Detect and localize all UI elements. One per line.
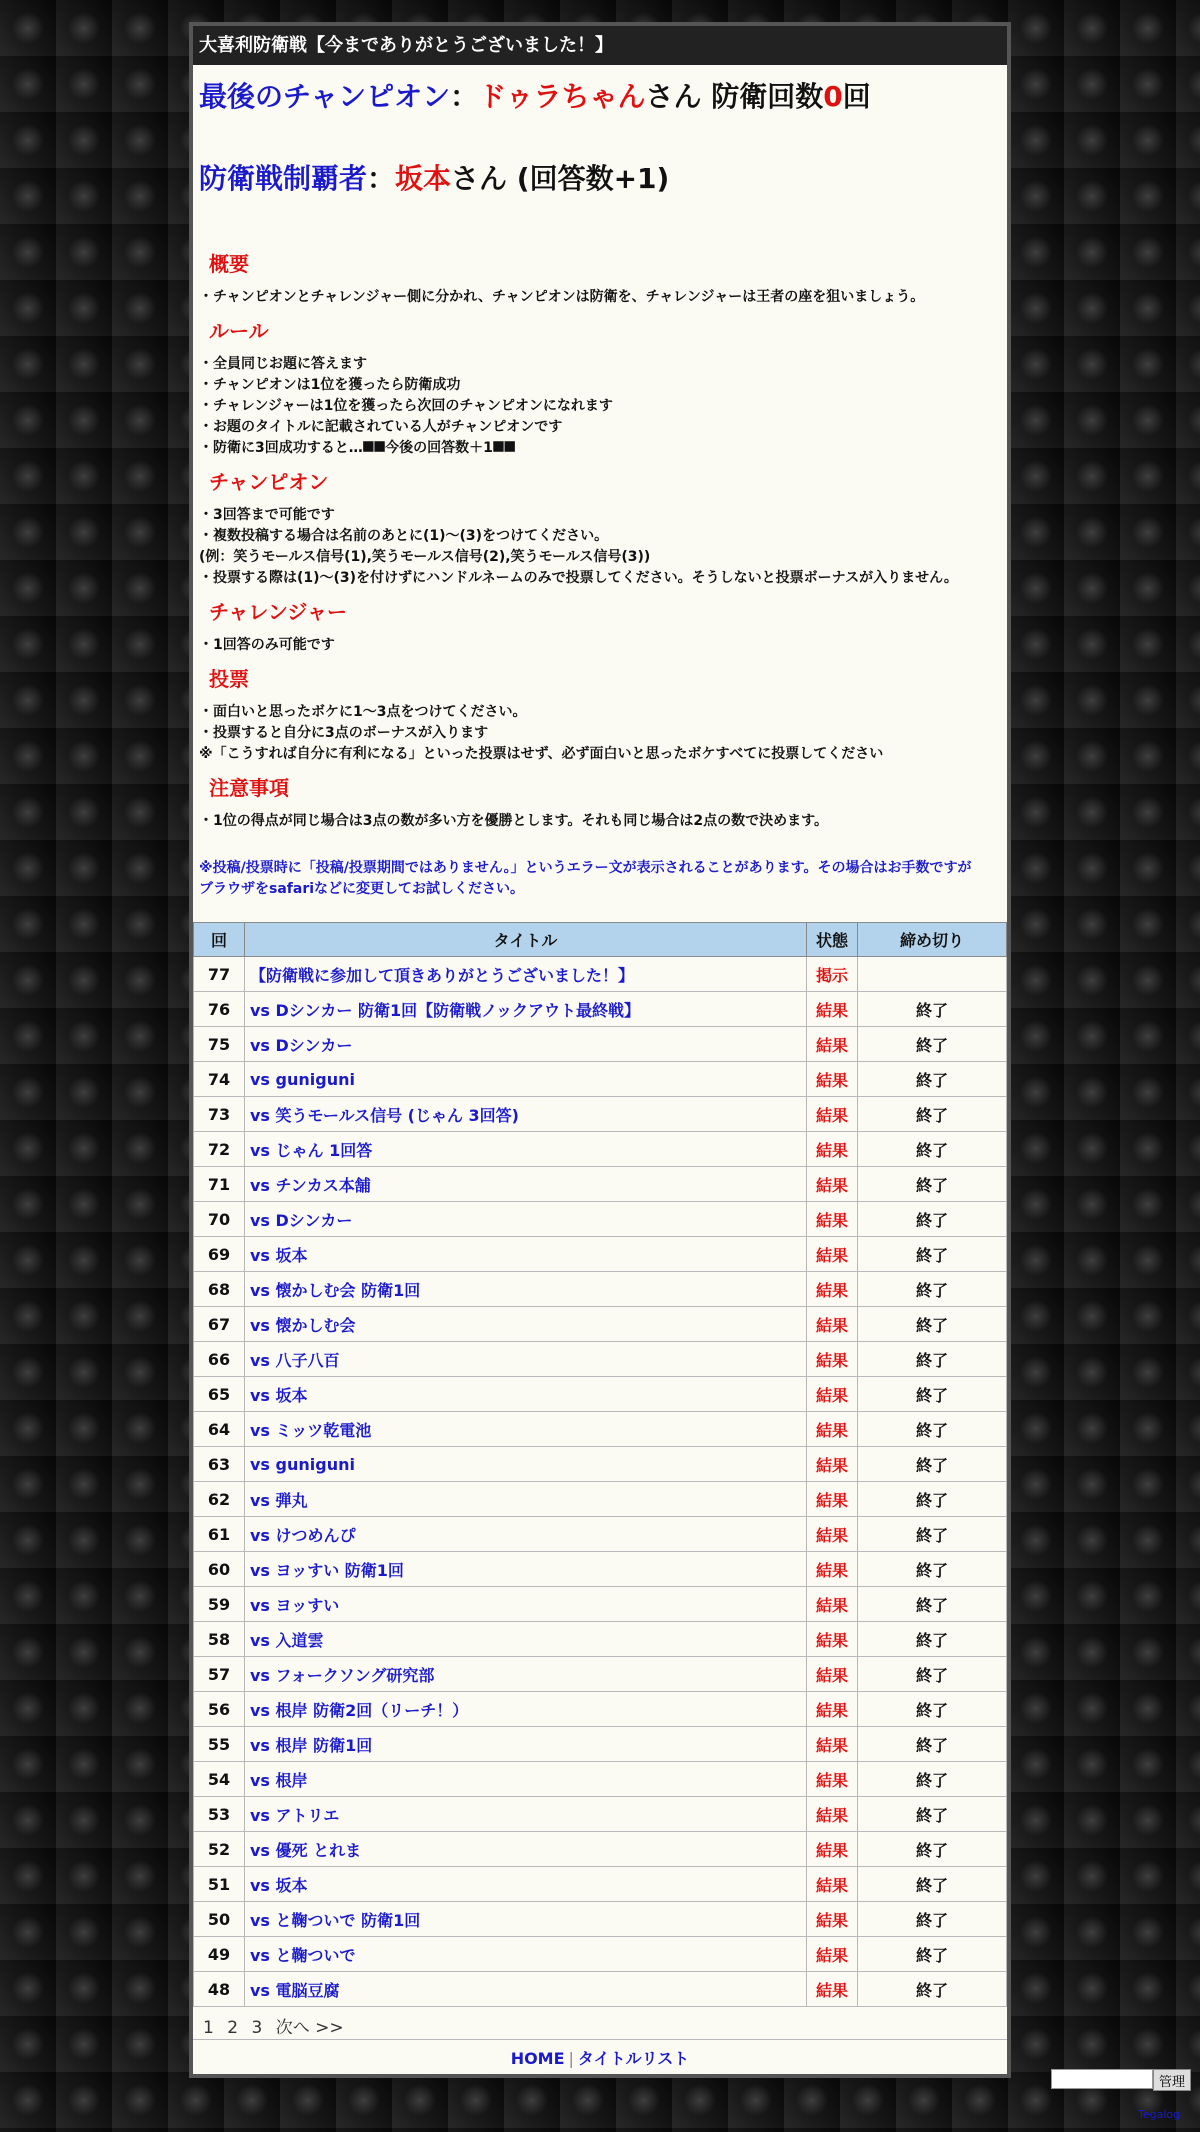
round-number: 53 [194, 1797, 245, 1832]
round-number: 69 [194, 1237, 245, 1272]
topic-title-link[interactable]: vs 坂本 [245, 1237, 807, 1272]
next-page-link[interactable]: 次へ >> [275, 2018, 344, 2038]
section-overview [199, 249, 1001, 308]
deadline-cell: 終了 [858, 1307, 1007, 1342]
status-link[interactable]: 結果 [807, 1412, 858, 1447]
round-number: 60 [194, 1552, 245, 1587]
round-number: 75 [194, 1027, 245, 1062]
section-line: ・複数投稿する場合は名前のあとに(1)〜(3)をつけてください。 [199, 528, 609, 544]
round-number: 73 [194, 1097, 245, 1132]
status-link[interactable]: 結果 [807, 1342, 858, 1377]
topic-title-link[interactable]: vs guniguni [245, 1447, 807, 1482]
deadline-cell: 終了 [858, 1342, 1007, 1377]
status-link[interactable]: 結果 [807, 1902, 858, 1937]
round-number: 62 [194, 1482, 245, 1517]
topic-title-link[interactable]: vs 坂本 [245, 1377, 807, 1412]
round-number: 49 [194, 1937, 245, 1972]
topic-title-link[interactable]: vs 笑うモールス信号 (じゃん 3回答) [245, 1097, 807, 1132]
status-link[interactable]: 結果 [807, 1762, 858, 1797]
section-line: ・チャンピオンは1位を獲ったら防衛成功 [199, 377, 461, 393]
round-number: 58 [194, 1622, 245, 1657]
home-link[interactable]: HOME [510, 2049, 565, 2068]
table-row [194, 1447, 1007, 1482]
table-row [194, 1657, 1007, 1692]
error-notice [199, 858, 1001, 900]
topic-title-link[interactable]: vs 坂本 [245, 1867, 807, 1902]
topic-title-link[interactable]: vs guniguni [245, 1062, 807, 1097]
round-number: 71 [194, 1167, 245, 1202]
topic-title-link[interactable]: vs Dシンカー [245, 1202, 807, 1237]
conqueror-line [199, 159, 1001, 199]
conqueror-suffix: さん (回答数+1) [451, 162, 670, 195]
table-row [194, 1167, 1007, 1202]
notice-line: ブラウザをsafariなどに変更してお試しください。 [199, 881, 525, 897]
status-link[interactable]: 結果 [807, 1027, 858, 1062]
page-link-3[interactable]: 3 [251, 2018, 263, 2038]
table-row [194, 1972, 1007, 2007]
topic-title-link[interactable]: vs けつめんぴ [245, 1517, 807, 1552]
round-number: 70 [194, 1202, 245, 1237]
round-number: 77 [194, 957, 245, 992]
deadline-cell: 終了 [858, 1657, 1007, 1692]
topic-title-link[interactable]: vs ミッツ乾電池 [245, 1412, 807, 1447]
deadline-cell: 終了 [858, 1482, 1007, 1517]
deadline-cell: 終了 [858, 1377, 1007, 1412]
pagination [193, 2007, 1007, 2040]
champion-name: ドゥラちゃん [478, 80, 646, 113]
deadline-cell: 終了 [858, 1587, 1007, 1622]
section-challenger [199, 597, 1001, 656]
section-line: ・防衛に3回成功すると…⯀⯀今後の回答数＋1⯀⯀ [199, 440, 516, 456]
round-number: 61 [194, 1517, 245, 1552]
round-number: 57 [194, 1657, 245, 1692]
col-title: タイトル [245, 923, 807, 957]
title-list-link[interactable]: タイトルリスト [577, 2049, 690, 2068]
deadline-cell: 終了 [858, 1867, 1007, 1902]
round-number: 48 [194, 1972, 245, 2007]
table-row [194, 1132, 1007, 1167]
status-link[interactable]: 結果 [807, 1272, 858, 1307]
round-number: 63 [194, 1447, 245, 1482]
topic-title-link[interactable]: vs Dシンカー [245, 1027, 807, 1062]
deadline-cell: 終了 [858, 1132, 1007, 1167]
table-row [194, 1237, 1007, 1272]
table-row [194, 1062, 1007, 1097]
section-body [199, 354, 1001, 459]
section-heading: チャンピオン [209, 470, 329, 494]
topic-title-link[interactable]: vs ヨッすい 防衛1回 [245, 1552, 807, 1587]
table-row [194, 1377, 1007, 1412]
status-link[interactable]: 結果 [807, 1097, 858, 1132]
deadline-cell: 終了 [858, 1062, 1007, 1097]
board-content [193, 65, 1007, 922]
col-round: 回 [194, 923, 245, 957]
status-link[interactable]: 結果 [807, 992, 858, 1027]
round-number: 66 [194, 1342, 245, 1377]
round-number: 54 [194, 1762, 245, 1797]
topic-title-link[interactable]: vs と鞠ついで 防衛1回 [245, 1902, 807, 1937]
deadline-cell: 終了 [858, 1727, 1007, 1762]
section-heading: ルール [209, 319, 269, 343]
table-row [194, 1692, 1007, 1727]
status-link[interactable]: 結果 [807, 1867, 858, 1902]
table-row [194, 1622, 1007, 1657]
status-link[interactable]: 結果 [807, 1377, 858, 1412]
deadline-cell: 終了 [858, 1517, 1007, 1552]
table-row [194, 1027, 1007, 1062]
section-heading: 概要 [209, 252, 249, 276]
table-row [194, 992, 1007, 1027]
section-rules [199, 316, 1001, 459]
topic-title-link[interactable]: vs 根岸 防衛2回（リーチ！） [245, 1692, 807, 1727]
status-link[interactable]: 結果 [807, 1307, 858, 1342]
status-link[interactable]: 結果 [807, 1972, 858, 2007]
status-link[interactable]: 結果 [807, 1517, 858, 1552]
section-heading: 注意事項 [209, 776, 289, 800]
deadline-cell: 終了 [858, 1447, 1007, 1482]
status-link[interactable]: 結果 [807, 1237, 858, 1272]
round-number: 67 [194, 1307, 245, 1342]
section-body [199, 702, 1001, 765]
topic-title-link[interactable]: vs 電脳豆腐 [245, 1972, 807, 2007]
conqueror-name: 坂本 [395, 162, 452, 195]
section-caution [199, 773, 1001, 832]
deadline-cell: 終了 [858, 1797, 1007, 1832]
status-link[interactable]: 結果 [807, 1797, 858, 1832]
table-row [194, 1552, 1007, 1587]
section-line: ・3回答まで可能です [199, 507, 335, 523]
table-row [194, 1587, 1007, 1622]
topic-title-link[interactable]: vs 懐かしむ会 [245, 1307, 807, 1342]
status-link[interactable]: 結果 [807, 1937, 858, 1972]
topic-title-link[interactable]: vs フォークソング研究部 [245, 1657, 807, 1692]
topic-title-link[interactable]: vs Dシンカー 防衛1回【防衛戦ノックアウト最終戦】 [245, 992, 807, 1027]
table-row [194, 1937, 1007, 1972]
status-link[interactable]: 結果 [807, 1062, 858, 1097]
topic-title-link[interactable]: vs チンカス本舗 [245, 1167, 807, 1202]
footer-nav [193, 2040, 1007, 2074]
round-number: 72 [194, 1132, 245, 1167]
status-link[interactable]: 結果 [807, 1727, 858, 1762]
section-line: ・チャンピオンとチャレンジャー側に分かれ、チャンピオンは防衛を、チャレンジャーは王者の座を狙いましょう。 [199, 289, 925, 305]
table-row [194, 1902, 1007, 1937]
table-row [194, 1867, 1007, 1902]
deadline-cell: 終了 [858, 1552, 1007, 1587]
page-link-2[interactable]: 2 [227, 2018, 239, 2038]
topic-title-link[interactable]: vs アトリエ [245, 1797, 807, 1832]
round-number: 76 [194, 992, 245, 1027]
topic-title-link[interactable]: vs 根岸 防衛1回 [245, 1727, 807, 1762]
section-champion [199, 467, 1001, 589]
section-line: ・1回答のみ可能です [199, 637, 335, 653]
admin-login [1051, 2069, 1191, 2091]
rules-sections [199, 249, 1001, 832]
section-body [199, 505, 1001, 589]
status-link[interactable]: 結果 [807, 1482, 858, 1517]
topic-title-link[interactable]: vs 弾丸 [245, 1482, 807, 1517]
section-line: ・1位の得点が同じ場合は3点の数が多い方を優勝とします。それも同じ場合は2点の数で決めます。 [199, 813, 828, 829]
board-title: 大喜利防衛戦【今までありがとうございました！】 [193, 26, 1007, 65]
section-body [199, 287, 1001, 308]
admin-password-input[interactable] [1051, 2069, 1153, 2089]
deadline-cell: 終了 [858, 1237, 1007, 1272]
topic-title-link[interactable]: vs ヨッすい [245, 1587, 807, 1622]
section-line: ・チャレンジャーは1位を獲ったら次回のチャンピオンになれます [199, 398, 613, 414]
status-link[interactable]: 結果 [807, 1447, 858, 1482]
notice-line: ※投稿/投票時に「投稿/投票期間ではありません。」というエラー文が表示されることがあります。その場合はお手数ですが [199, 860, 972, 876]
section-line: ・全員同じお題に答えます [199, 356, 367, 372]
deadline-cell: 終了 [858, 1202, 1007, 1237]
round-number: 59 [194, 1587, 245, 1622]
topic-title-link[interactable]: vs 懐かしむ会 防衛1回 [245, 1272, 807, 1307]
col-deadline: 締め切り [858, 923, 1007, 957]
table-row [194, 1272, 1007, 1307]
table-row [194, 1727, 1007, 1762]
round-number: 55 [194, 1727, 245, 1762]
deadline-cell: 終了 [858, 1937, 1007, 1972]
section-line: ・投票する際は(1)〜(3)を付けずにハンドルネームのみで投票してください。そうしないと投票ボーナスが入りません。 [199, 570, 958, 586]
powered-by-link[interactable]: Tegalog [1138, 2108, 1181, 2121]
round-number: 74 [194, 1062, 245, 1097]
deadline-cell: 終了 [858, 992, 1007, 1027]
col-status: 状態 [807, 923, 858, 957]
table-row [194, 1832, 1007, 1867]
status-link[interactable]: 結果 [807, 1657, 858, 1692]
round-number: 65 [194, 1377, 245, 1412]
table-row [194, 1762, 1007, 1797]
topic-title-link[interactable]: vs 八子八百 [245, 1342, 807, 1377]
table-row [194, 1412, 1007, 1447]
status-link[interactable]: 結果 [807, 1832, 858, 1867]
deadline-cell [858, 957, 1007, 992]
colon: ： [450, 80, 479, 113]
deadline-cell: 終了 [858, 1412, 1007, 1447]
topic-title-link[interactable]: vs じゃん 1回答 [245, 1132, 807, 1167]
topic-title-link[interactable]: vs 優死 とれま [245, 1832, 807, 1867]
deadline-cell: 終了 [858, 1972, 1007, 2007]
round-number: 68 [194, 1272, 245, 1307]
status-link[interactable]: 結果 [807, 1202, 858, 1237]
table-row [194, 1202, 1007, 1237]
status-link[interactable]: 結果 [807, 1587, 858, 1622]
admin-button[interactable]: 管理 [1153, 2069, 1191, 2091]
deadline-cell: 終了 [858, 1272, 1007, 1307]
table-row [194, 1482, 1007, 1517]
topic-title-link[interactable]: vs と鞠ついで [245, 1937, 807, 1972]
deadline-cell: 終了 [858, 1167, 1007, 1202]
round-number: 52 [194, 1832, 245, 1867]
last-champion-line [199, 77, 1001, 117]
deadline-cell: 終了 [858, 1622, 1007, 1657]
table-row [194, 1517, 1007, 1552]
section-body [199, 811, 1001, 832]
section-line: ・面白いと思ったボケに1〜3点をつけてください。 [199, 704, 527, 720]
round-number: 56 [194, 1692, 245, 1727]
status-link[interactable]: 結果 [807, 1692, 858, 1727]
deadline-cell: 終了 [858, 1832, 1007, 1867]
deadline-cell: 終了 [858, 1692, 1007, 1727]
section-body [199, 635, 1001, 656]
page-link-1[interactable]: 1 [203, 2018, 214, 2038]
section-line: ※「こうすれば自分に有利になる」といった投票はせず、必ず面白いと思ったボケすべてに投票してください [199, 746, 884, 762]
status-link[interactable]: 結果 [807, 1622, 858, 1657]
deadline-cell: 終了 [858, 1902, 1007, 1937]
deadline-cell: 終了 [858, 1027, 1007, 1062]
board-container [189, 22, 1011, 2078]
table-row [194, 957, 1007, 992]
round-number: 50 [194, 1902, 245, 1937]
table-row [194, 1342, 1007, 1377]
table-row [194, 1307, 1007, 1342]
status-link[interactable]: 結果 [807, 1552, 858, 1587]
topic-table-body [194, 957, 1007, 2007]
round-number: 51 [194, 1867, 245, 1902]
status-link[interactable]: 結果 [807, 1132, 858, 1167]
status-link[interactable]: 掲示 [807, 957, 858, 992]
topic-title-link[interactable]: 【防衛戦に参加して頂きありがとうございました！】 [245, 957, 807, 992]
table-row [194, 1097, 1007, 1132]
section-line: ・お題のタイトルに記載されている人がチャンピオンです [199, 419, 563, 435]
conqueror-label: 防衛戦制覇者 [199, 162, 368, 195]
table-row [194, 1797, 1007, 1832]
deadline-cell: 終了 [858, 1097, 1007, 1132]
last-champion-label: 最後のチャンピオン [199, 80, 451, 113]
section-line: (例：笑うモールス信号(1),笑うモールス信号(2),笑うモールス信号(3)) [199, 549, 651, 565]
section-line: ・投票すると自分に3点のボーナスが入ります [199, 725, 489, 741]
topic-title-link[interactable]: vs 入道雲 [245, 1622, 807, 1657]
topic-title-link[interactable]: vs 根岸 [245, 1762, 807, 1797]
section-voting [199, 664, 1001, 765]
round-number: 64 [194, 1412, 245, 1447]
section-heading: チャレンジャー [209, 600, 347, 624]
status-link[interactable]: 結果 [807, 1167, 858, 1202]
defense-unit: 回 [842, 80, 871, 113]
topic-table [193, 922, 1007, 2007]
footer-separator: | [568, 2049, 574, 2068]
defense-count: 0 [823, 80, 843, 113]
defense-label: さん 防衛回数 [645, 80, 824, 113]
table-header-row [194, 923, 1007, 957]
colon: ： [367, 162, 396, 195]
section-heading: 投票 [209, 667, 249, 691]
deadline-cell: 終了 [858, 1762, 1007, 1797]
